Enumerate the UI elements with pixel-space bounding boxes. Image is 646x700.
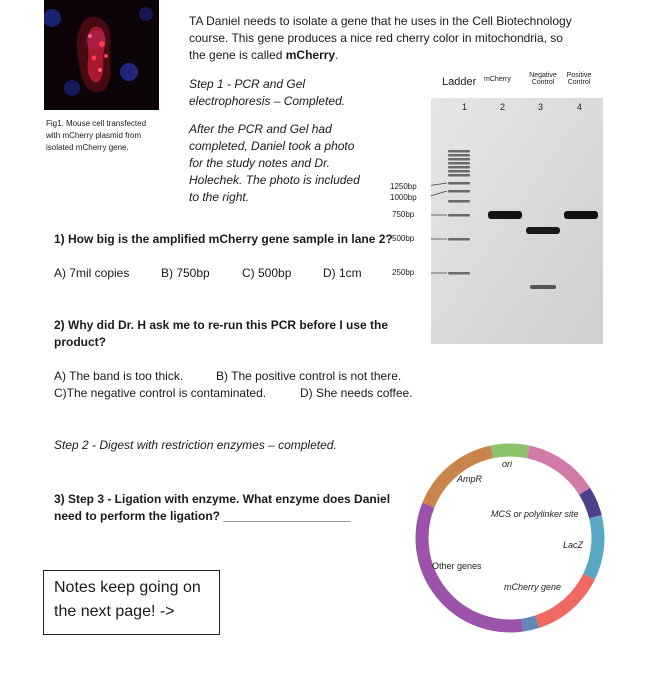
mcs-label: MCS or polylinker site: [491, 509, 579, 519]
bp-label-1000: 1000bp: [390, 193, 417, 202]
lane3-band-500: [526, 227, 560, 234]
lane2-band-750: [488, 211, 522, 219]
intro-line: course. This gene produces a nice red cherry color in mitochondria, so: [189, 31, 563, 45]
intro-line: TA Daniel needs to isolate a gene that he uses in the Cell Biotechnology: [189, 14, 572, 28]
q1-option-d[interactable]: D) 1cm: [323, 266, 362, 280]
after-line: for the study notes and Dr.: [189, 156, 330, 170]
notes-line: Notes keep going on: [54, 579, 201, 596]
figure-caption: [46, 118, 166, 154]
lane-number: 2: [500, 102, 506, 112]
after-line: completed, Daniel took a photo: [189, 139, 355, 153]
ori-label: ori: [502, 459, 513, 469]
q2-option-a[interactable]: A) The band is too thick.: [54, 369, 184, 383]
other-genes-label: Other genes: [432, 561, 482, 571]
lane3-label-line: Control: [531, 79, 555, 86]
bp-label-1250: 1250bp: [390, 182, 417, 191]
lane4-band-750: [564, 211, 598, 219]
lacz-segment: [589, 517, 598, 577]
q1-option-b[interactable]: B) 750bp: [161, 266, 210, 280]
figure-caption-line: Fig1. Mouse cell transfected: [46, 119, 147, 128]
question-2-text: product?: [54, 335, 106, 349]
plasmid-ring: [422, 450, 598, 626]
step1-line: Step 1 - PCR and Gel: [189, 77, 306, 91]
after-line: to the right.: [189, 190, 250, 204]
q2-option-d[interactable]: D) She needs coffee.: [300, 386, 413, 400]
lane2-label: mCherry: [484, 76, 511, 83]
lane-number: 1: [462, 102, 468, 112]
gene-name: mCherry: [285, 48, 336, 62]
intro-line-prefix: the gene is called: [189, 48, 286, 62]
step1-line: electrophoresis – Completed.: [189, 94, 346, 108]
pink-segment: [528, 452, 584, 491]
ladder-label: Ladder: [442, 76, 477, 88]
plasmid-map: [405, 438, 615, 638]
question-3-text[interactable]: need to perform the ligation? ___________________: [54, 509, 351, 523]
bp-label-500: 500bp: [392, 234, 415, 243]
question-3-text: 3) Step 3 - Ligation with enzyme. What enzyme does Daniel: [54, 492, 391, 506]
step2-heading: Step 2 - Digest with restriction enzymes – completed.: [54, 438, 337, 452]
micrograph-image: [44, 0, 159, 110]
lane3-label: [526, 72, 560, 86]
intro-line-suffix: .: [335, 48, 339, 62]
q2-option-c[interactable]: C)The negative control is contaminated.: [54, 386, 267, 400]
lane4-label-line: Control: [567, 79, 591, 86]
q2-option-b[interactable]: B) The positive control is not there.: [216, 369, 402, 383]
lane4-label: [562, 72, 596, 86]
bluegray-segment: [522, 622, 537, 625]
question-3: [54, 491, 394, 525]
lane-number: 4: [577, 102, 583, 112]
figure-caption-line: with mCherry plasmid from: [46, 131, 142, 140]
question-1: [54, 231, 394, 282]
ori-segment: [492, 450, 529, 452]
question-1-text: 1) How big is the amplified mCherry gene sample in lane 2?: [54, 232, 393, 246]
intro-paragraph: [189, 13, 589, 64]
mcherry-gene-label: mCherry gene: [504, 582, 562, 592]
figure-caption-line: isolated mCherry gene.: [46, 143, 129, 152]
notes-box: [43, 570, 220, 635]
lane-number: 3: [538, 102, 544, 112]
after-line: After the PCR and Gel had: [189, 122, 332, 136]
bp-label-250: 250bp: [392, 268, 415, 277]
intro-line: [189, 47, 589, 64]
gel-header: [432, 70, 602, 98]
ampr-label: AmpR: [457, 474, 483, 484]
notes-line: the next page! ->: [54, 603, 175, 620]
bp-label-750: 750bp: [392, 210, 415, 219]
question-2-text: 2) Why did Dr. H ask me to re-run this PCR before I use the: [54, 318, 389, 332]
lacz-label: LacZ: [563, 540, 584, 550]
after-line: Holechek. The photo is included: [189, 173, 360, 187]
question-2-options-row1: [54, 368, 424, 385]
question-1-options: [54, 265, 394, 282]
lane3-label-line: Negative: [529, 72, 557, 79]
q1-option-a[interactable]: A) 7mil copies: [54, 266, 130, 280]
step1-heading: [189, 76, 379, 110]
lane3-band-low: [530, 285, 556, 289]
mcs-segment: [585, 491, 596, 516]
gel-image: [431, 98, 603, 344]
question-2: [54, 317, 413, 402]
question-2-options-row2: [54, 385, 424, 402]
lane4-label-line: Positive: [566, 72, 592, 79]
after-pcr-paragraph: [189, 121, 379, 206]
q1-option-c[interactable]: C) 500bp: [242, 266, 292, 280]
